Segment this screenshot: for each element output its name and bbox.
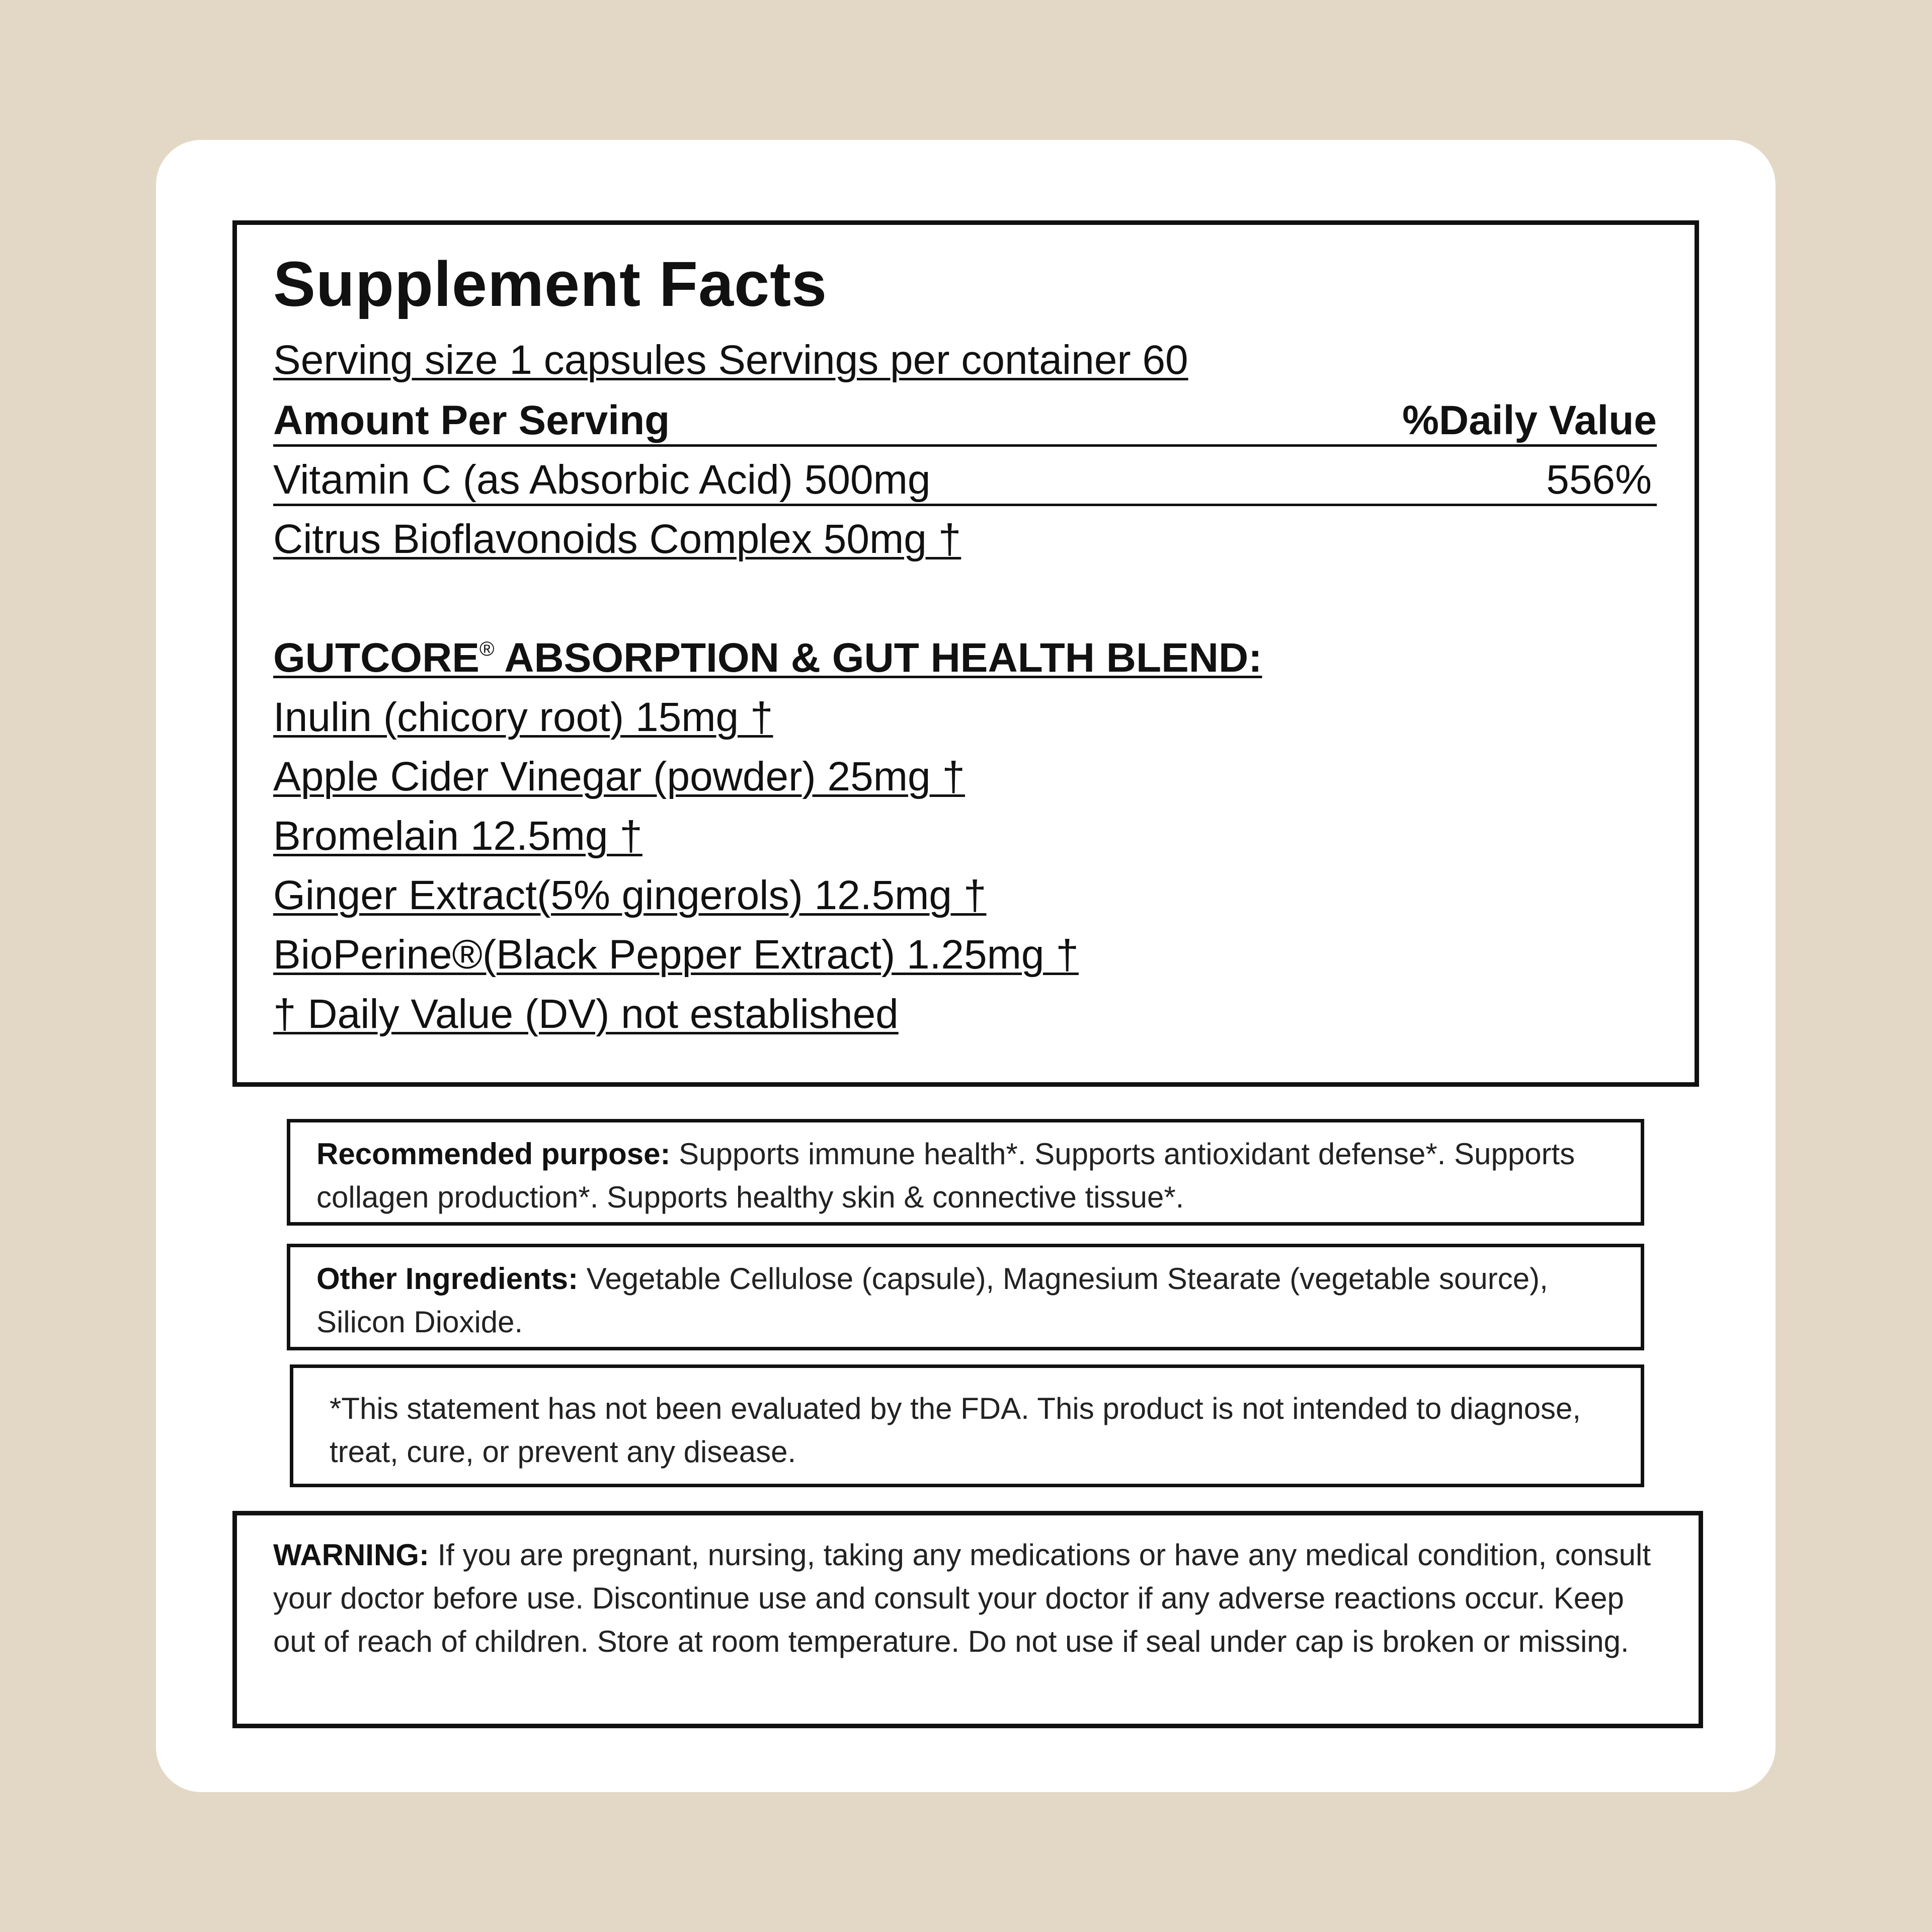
amount-per-serving-label: Amount Per Serving (273, 397, 670, 443)
warning-text: If you are pregnant, nursing, taking any medications or have any medical condition, consult your doctor before use. Discontinue use and consult your doctor if any adverse reactions occur. Keep out of reach of children. Store at room temperature. Do not use if seal under cap is broken or missing. (273, 1538, 1651, 1658)
registered-mark: ® (479, 638, 495, 660)
fda-statement-text: *This statement has not been evaluated by the FDA. This product is not intended to diagnose, treat, cure, or prevent any disease. (330, 1392, 1581, 1469)
blend-title-rest: ABSORPTION & GUT HEALTH BLEND: (494, 635, 1262, 681)
blend-item-ginger: Ginger Extract(5% gingerols) 12.5mg † (273, 872, 987, 918)
facts-title: Supplement Facts (273, 249, 828, 319)
blend-item-apple-cider-vinegar: Apple Cider Vinegar (powder) 25mg † (273, 754, 965, 799)
other-ingredients-label: Other Ingredients: (316, 1262, 579, 1296)
other-ingredients-text: Vegetable Cellulose (capsule), Magnesium Stearate (vegetable source), Silicon Dioxide. (316, 1262, 1548, 1339)
purpose-label: Recommended purpose: (316, 1137, 671, 1171)
serving-line: Serving size 1 capsules Servings per container 60 (273, 337, 1188, 383)
vitamin-c-row (273, 459, 1657, 506)
fda-statement-box (290, 1364, 1644, 1487)
warning-box (232, 1511, 1703, 1728)
daily-value-label: %Daily Value (1402, 397, 1657, 443)
warning-label: WARNING: (273, 1538, 429, 1572)
vitamin-c-dv: 556% (1546, 457, 1652, 503)
purpose-text: Supports immune health*. Supports antioxidant defense*. Supports collagen production*. Supports healthy skin & connective tissue*. (316, 1137, 1575, 1214)
blend-item-bioperine: BioPerine®(Black Pepper Extract) 1.25mg † (273, 932, 1079, 978)
other-ingredients-box (287, 1244, 1644, 1350)
amount-header-row (273, 397, 1657, 447)
supplement-facts-panel (232, 220, 1699, 1087)
blend-title (273, 637, 1262, 679)
blend-item-bromelain: Bromelain 12.5mg † (273, 813, 642, 859)
vitamin-c-label: Vitamin C (as Absorbic Acid) 500mg (273, 457, 931, 503)
citrus-line: Citrus Bioflavonoids Complex 50mg † (273, 516, 961, 562)
dv-note: † Daily Value (DV) not established (273, 991, 899, 1037)
recommended-purpose-box (287, 1119, 1644, 1226)
blend-item-inulin: Inulin (chicory root) 15mg † (273, 694, 773, 740)
blend-name: GUTCORE (273, 635, 479, 681)
